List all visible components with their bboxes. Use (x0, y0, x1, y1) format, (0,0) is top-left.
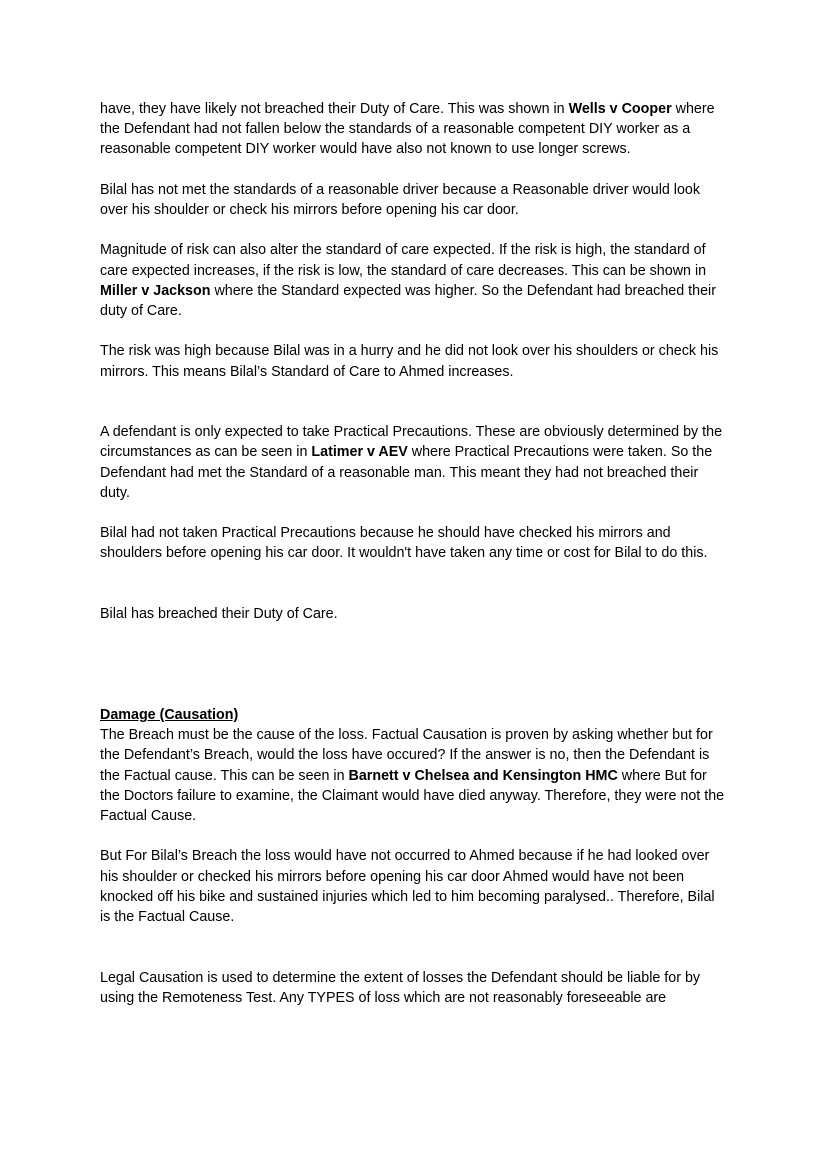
paragraph (100, 180, 728, 220)
body-text: The Breach must be the cause of the loss. Factual Causation is proven by asking whether but for the Defendant’s Breach, would the loss have occured? If the answer is no, then the Defendant is the Factual cause. This can be seen in (100, 727, 713, 784)
paragraph (100, 968, 728, 1008)
paragraph (100, 341, 728, 381)
section-heading: Damage (Causation) (100, 706, 239, 723)
body-text: A defendant is only expected to take Practical Precautions. These are obviously determined by the circumstances as can be seen in (100, 424, 723, 461)
body-text: But For Bilal’s Breach the loss would have not occurred to Ahmed because if he had looked over his shoulder or checked his mirrors before opening his car door Ahmed would have not been knocked off his bike and sustained injuries which led to him becoming paralysed.. Therefore, Bilal is the Factual Cause. (100, 848, 715, 925)
paragraph (100, 240, 728, 321)
paragraph (100, 99, 728, 160)
paragraph (100, 523, 728, 563)
body-text: where Practical Precautions were taken. So the Defendant had met the Standard of a reasonable man. This meant they had not breached their duty. (100, 444, 713, 501)
body-text: The risk was high because Bilal was in a hurry and he did not look over his shoulders or check his mirrors. This means Bilal’s Standard of Care to Ahmed increases. (100, 343, 719, 380)
case-citation: Miller v Jackson (100, 282, 211, 299)
document-page (100, 99, 728, 1008)
body-text: have, they have likely not breached their Duty of Care. This was shown in (100, 101, 569, 117)
body-text: where But for the Doctors failure to examine, the Claimant would have died anyway. Therefore, they were not the Factual Cause. (100, 767, 725, 824)
paragraph (100, 846, 728, 927)
case-citation: Latimer v AEV (311, 444, 408, 461)
body-text: Magnitude of risk can also alter the standard of care expected. If the risk is high, the standard of care expected increases, if the risk is low, the standard of care decreases. This can be shown in (100, 242, 707, 279)
case-citation: Wells v Cooper (568, 101, 672, 117)
body-text: Bilal has not met the standards of a reasonable driver because a Reasonable driver would look over his shoulder or check his mirrors before opening his car door. (100, 181, 701, 218)
paragraph (100, 604, 728, 624)
body-text: Legal Causation is used to determine the extent of losses the Defendant should be liable for by using the Remoteness Test. Any TYPES of loss which are not reasonably foreseeable are (100, 969, 701, 1006)
body-text: where the Defendant had not fallen below the standards of a reasonable competent DIY worker as a reasonable competent DIY worker would have also not known to use longer screws. (100, 101, 715, 158)
paragraph (100, 705, 728, 826)
body-text: Bilal had not taken Practical Precautions because he should have checked his mirrors and shoulders before opening his car door. It wouldn't have taken any time or cost for Bilal to do this. (100, 525, 708, 562)
body-text: where the Standard expected was higher. So the Defendant had breached their duty of Care. (100, 282, 716, 319)
case-citation: Barnett v Chelsea and Kensington HMC (348, 767, 618, 784)
paragraph (100, 422, 728, 503)
body-text: Bilal has breached their Duty of Care. (100, 605, 338, 622)
